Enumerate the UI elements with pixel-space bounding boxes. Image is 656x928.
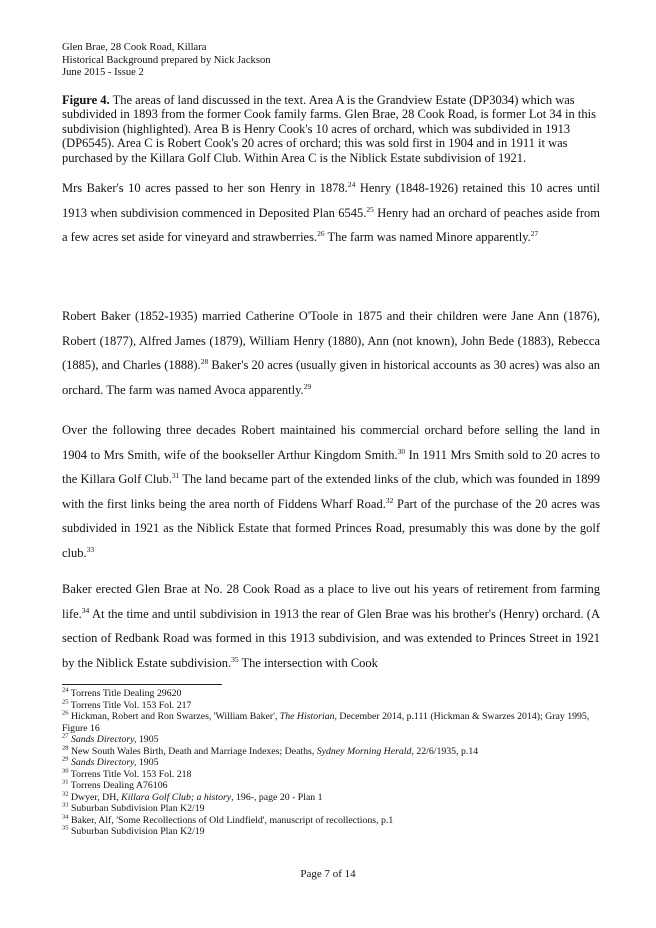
footnote-number: 26 [62,709,69,717]
footnote-number: 33 [62,801,69,809]
footnote-title: Sands Directory, [70,757,137,768]
header-line-author: Historical Background prepared by Nick Jackson [62,54,271,66]
para-text: In 1911 Mrs Smith sold to 20 acres to the Killara Golf Club. [62,447,600,487]
paragraph-orchard-sale [62,418,600,566]
figure-caption [62,93,602,165]
para-text: Part of the purchase of the 20 acres was subdivided in 1921 as the Niblick Estate that formed Princes Road, presumably this was done by the golf club. [62,496,600,560]
footnote-divider [62,684,222,685]
para-text: Henry had an orchard of peaches aside from a few acres set aside for vineyard and strawberries. [62,205,600,245]
header-line-title: Glen Brae, 28 Cook Road, Killara [62,42,207,53]
paragraph-robert-baker [62,304,600,402]
footnote-text: Torrens Title Dealing 29620 [70,688,182,699]
paragraph-glen-brae [62,577,600,675]
footnote-32 [62,792,602,804]
header-line-issue: June 2015 - Issue 2 [62,67,144,79]
footnote-number: 28 [62,744,69,752]
page-header [62,42,271,80]
footnote-number: 25 [62,698,69,706]
footnote-29 [62,757,602,769]
footnote-text: , December 2014, p.111 (Hickman & Swarzes 2014); Gray 1995, Figure 16 [62,711,590,734]
footnote-number: 24 [62,686,69,694]
footnote-title: Sydney Morning Herald [316,745,412,757]
para-text: The land became part of the extended links of the club, which was founded in 1899 with the first links being the area north of Fiddens Wharf Road. [62,472,600,511]
para-text: Mrs Baker's 10 acres passed to her son Henry in 1878. [62,181,348,195]
footnote-30 [62,769,602,781]
footnote-number: 35 [62,824,69,832]
page-number: Page 7 of 14 [300,868,356,880]
footnote-text: New South Wales Birth, Death and Marriage Indexes; Deaths, [70,745,317,757]
footnote-26 [62,711,602,734]
footnote-ref[interactable]: 25 [366,204,374,214]
footnote-text: 1905 [136,757,159,768]
footnote-ref[interactable]: 29 [303,381,312,391]
footnote-34 [62,815,602,827]
footnote-number: 34 [62,813,69,821]
footnote-number: 29 [62,755,69,763]
footnote-ref[interactable]: 26 [317,229,325,239]
footnote-text: Suburban Subdivision Plan K2/19 [70,826,205,837]
footnote-27 [62,734,602,746]
para-text: Robert Baker (1852-1935) married Catherine O'Toole in 1875 and their children were Jane Ann (1876), Robert (1877), Alfred James (1879), William Henry (1880), Ann (not known), John Bede (1883), Rebecca (1885), and Charles (1888). [62,309,600,373]
footnote-text: 1905 [136,734,159,745]
footnote-text: Suburban Subdivision Plan K2/19 [70,803,205,814]
paragraph-henry-orchard [62,176,600,250]
footnote-title: Sands Directory, [70,734,137,745]
footnote-ref[interactable]: 32 [385,495,394,505]
footnote-ref[interactable]: 34 [81,605,90,615]
footnote-title: Killara Golf Club; a history [121,791,232,803]
footnote-ref[interactable]: 30 [397,446,406,456]
para-text: Baker's 20 acres (usually given in historical accounts as 30 acres) was also an orchard. The farm was named Avoca apparently. [62,358,601,397]
footnote-number: 27 [62,732,69,740]
footnote-ref[interactable]: 35 [231,654,239,664]
footnote-title: The Historian [279,711,335,722]
footnote-number: 32 [62,790,69,798]
footnote-24 [62,688,602,700]
footnote-ref[interactable]: 27 [530,229,539,239]
footnote-ref[interactable]: 28 [200,357,209,367]
para-text: Baker erected Glen Brae at No. 28 Cook Road as a place to live out his years of retirement from farming life. [62,582,600,621]
footnote-33 [62,803,602,815]
footnote-text: Baker, Alf, 'Some Recollections of Old Lindfield', manuscript of recollections, p.1 [70,814,394,826]
footnote-35 [62,826,602,838]
footnote-28 [62,746,602,758]
footnote-text: , 196-, page 20 - Plan 1 [231,791,323,803]
para-text: At the time and until subdivision in 1913 the rear of Glen Brae was his brother's (Henry) orchard. (A section of Redbank Road was formed in this 1913 subdivision, and was extended to Princes Street in 1921 by the Niblick Estate subdivision. [62,606,600,670]
footnote-text: Torrens Title Vol. 153 Fol. 218 [70,768,192,780]
footnotes [62,688,602,838]
footnote-text: Torrens Dealing A76106 [70,780,168,791]
para-text: The farm was named Minore apparently. [324,230,531,245]
footnote-text: Dwyer, DH, [70,791,122,803]
footnote-ref[interactable]: 31 [171,471,180,481]
figure-caption-text: The areas of land discussed in the text. Area A is the Grandview Estate (DP3034) which was subdivided in 1893 from the former Cook family farms. Glen Brae, 28 Cook Road, is former Lot 34 in this subdivision (highlighted). Area B is Henry Cook's 10 acres of orchard, which was subdivided in 1913 (DP6545). Area C is Robert Cook's 20 acres of orchard; this was sold first in 1904 and in 1911 it was purchased by the Killara Golf Club. Within Area C is the Niblick Estate subdivision of 1921. [62,93,596,165]
figure-label: Figure 4. [62,93,110,107]
footnote-text: Torrens Title Vol. 153 Fol. 217 [70,699,192,711]
footnote-ref[interactable]: 24 [347,179,356,189]
footnote-31 [62,780,602,792]
footnote-text: , 22/6/1935, p.14 [411,745,479,757]
para-text: Over the following three decades Robert maintained his commercial orchard before selling the land in 1904 to Mrs Smith, wife of the bookseller Arthur Kingdom Smith. [62,423,600,462]
footnote-ref[interactable]: 33 [86,544,95,554]
footnote-number: 30 [62,767,69,775]
footnote-text: Hickman, Robert and Ron Swarzes, 'William Baker', [70,711,280,722]
footnote-25 [62,700,602,712]
footnote-number: 31 [62,778,69,786]
para-text: The intersection with Cook [238,655,378,670]
para-text: Henry (1848-1926) retained this 10 acres until 1913 when subdivision commenced in Deposited Plan 6545. [62,181,600,220]
